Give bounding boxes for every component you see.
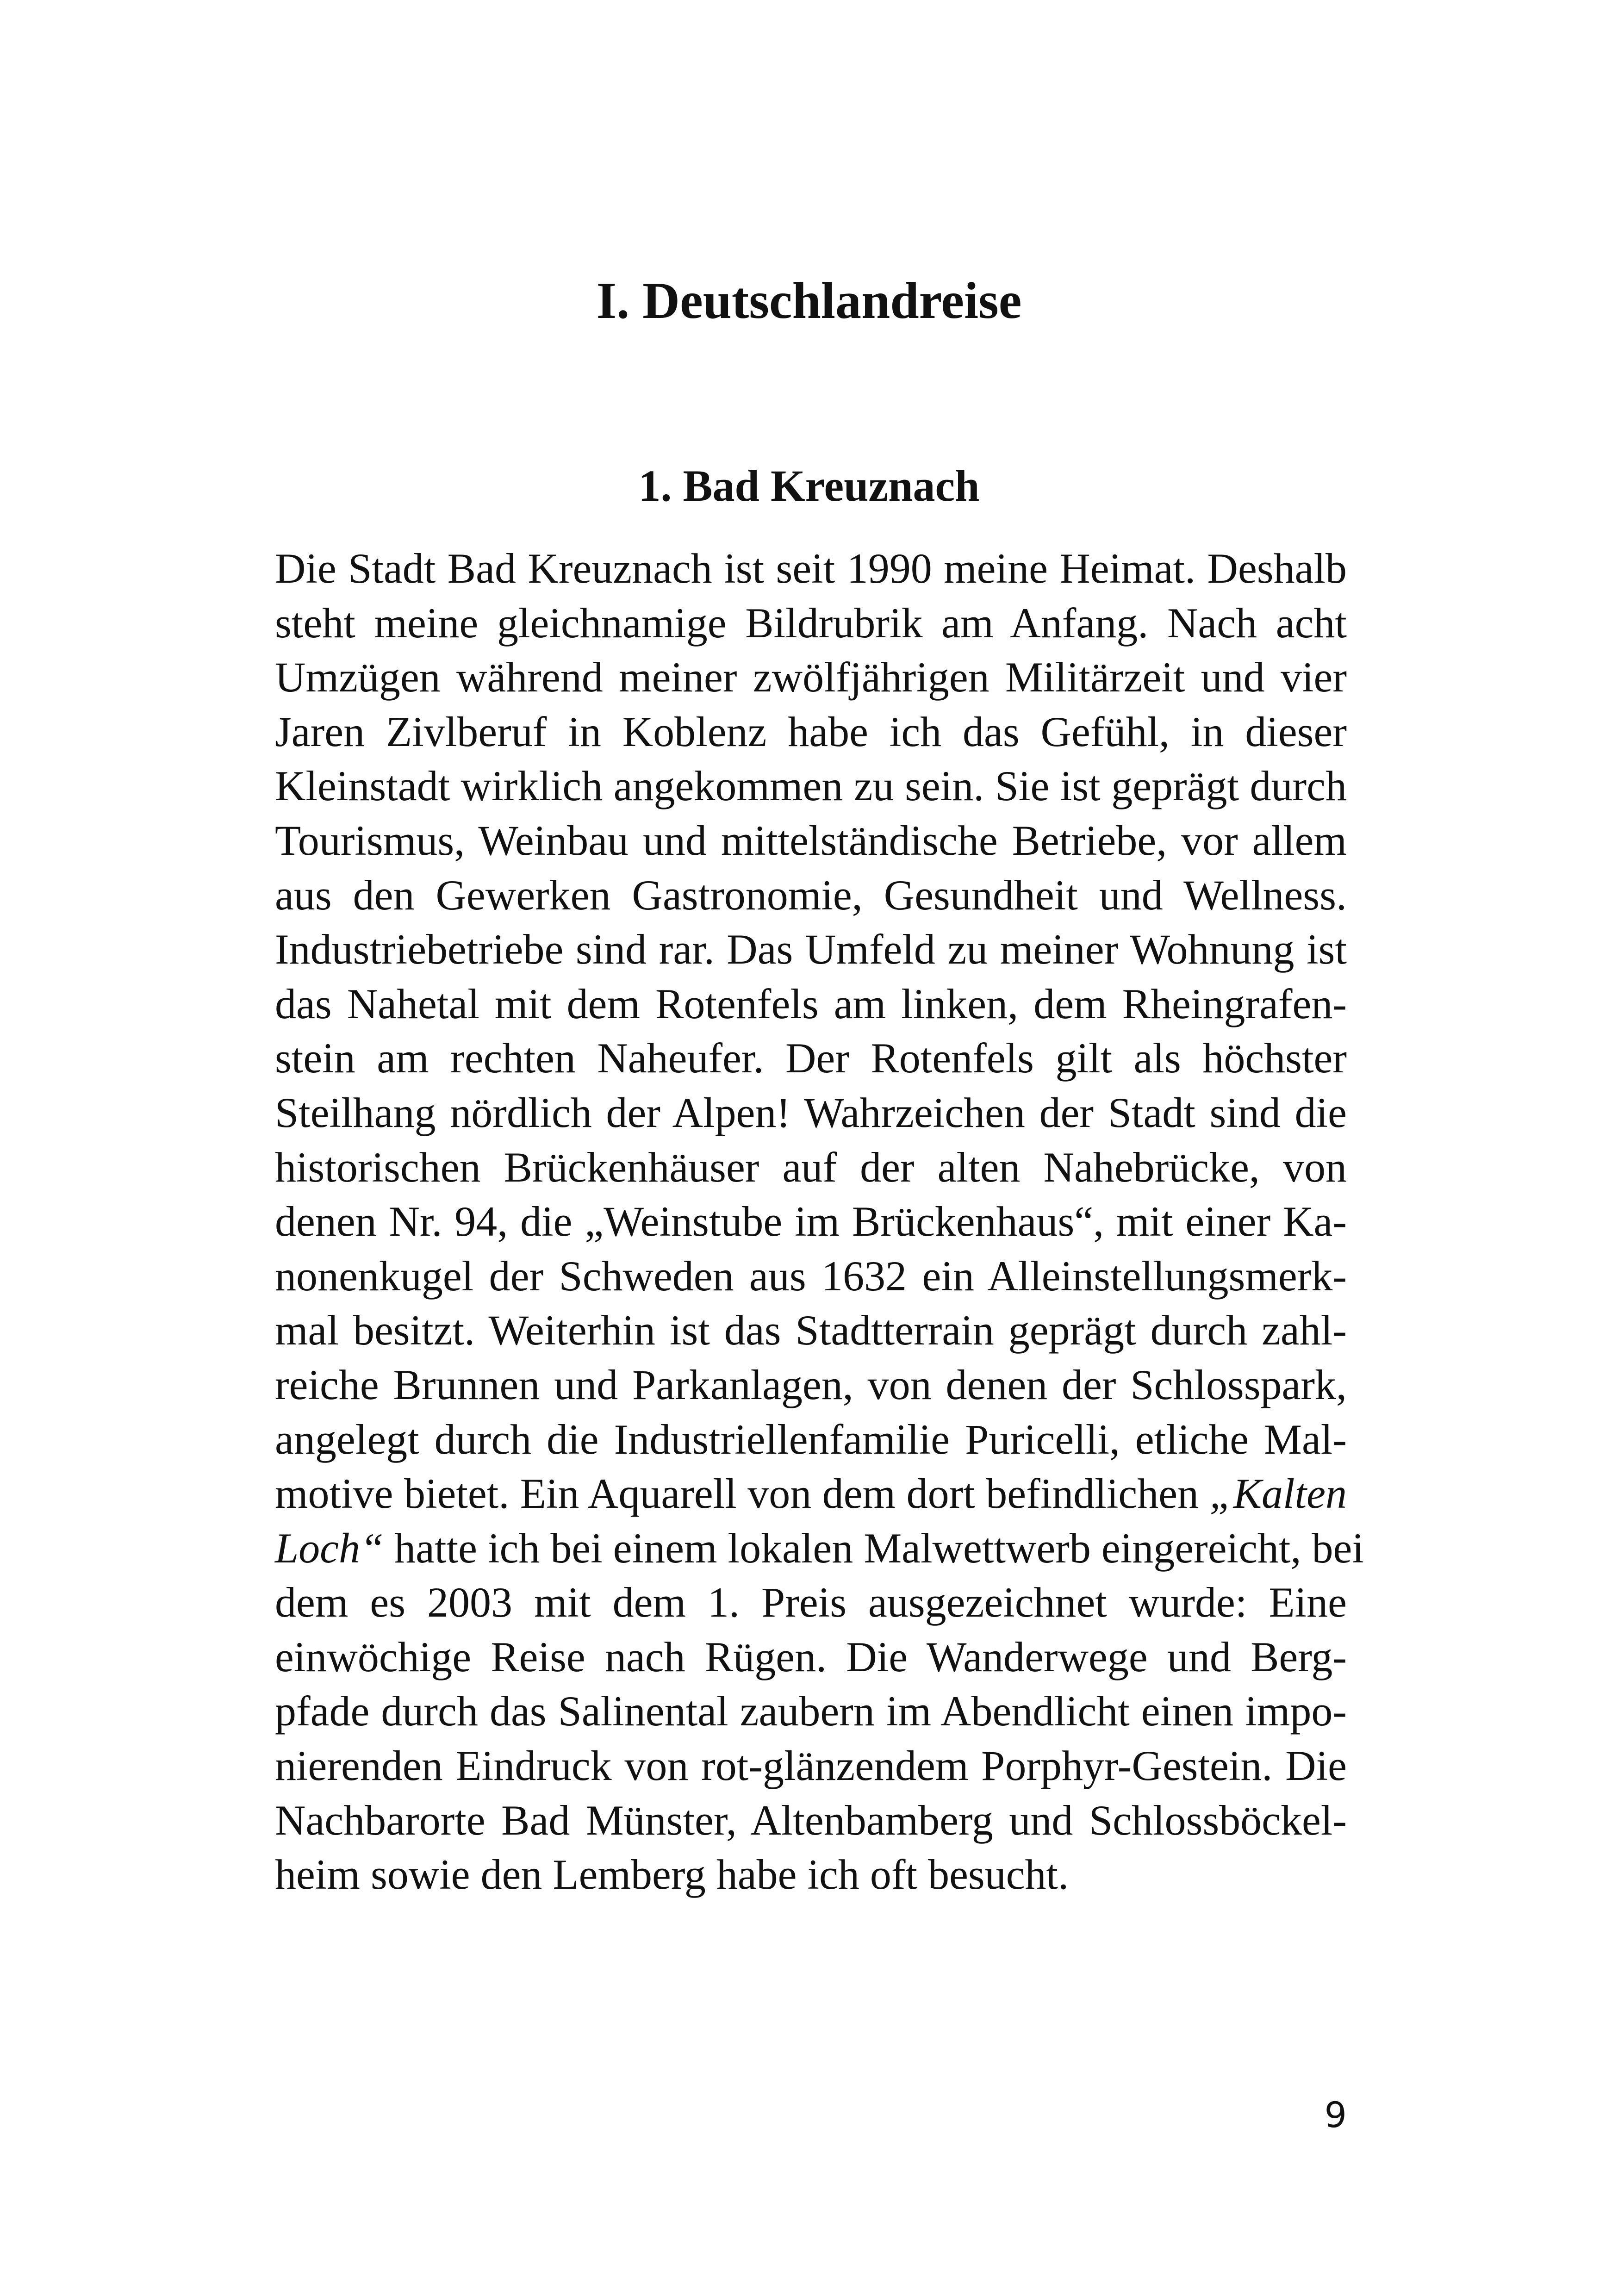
body-paragraph [275, 541, 1364, 1902]
body-line: Umzügen während meiner zwölfjährigen Militärzeit und vier [275, 653, 1347, 701]
body-line: Jaren Zivlberuf in Koblenz habe ich das Gefühl, in dieser [275, 708, 1347, 755]
body-line-with-italic [275, 1467, 1347, 1521]
body-line-text: motive bietet. Ein Aquarell von dem dort befindlichen [275, 1470, 1210, 1518]
body-line: heim sowie den Lemberg habe ich oft besucht. [275, 1851, 1069, 1898]
body-line: angelegt durch die Industriellenfamilie Puricelli, etliche Mal- [275, 1415, 1347, 1463]
body-line: nierenden Eindruck von rot-glänzendem Porphyr-Gestein. Die [275, 1742, 1347, 1790]
body-line: stein am rechten Naheufer. Der Rotenfels gilt als höchster [275, 1034, 1347, 1082]
body-line: Die Stadt Bad Kreuznach ist seit 1990 meine Heimat. Deshalb [275, 545, 1347, 592]
chapter-title: I. Deutschlandreise [596, 272, 1022, 330]
body-line: Industriebetriebe sind rar. Das Umfeld zu meiner Wohnung ist [275, 926, 1347, 973]
body-line: aus den Gewerken Gastronomie, Gesundheit und Wellness. [275, 871, 1347, 919]
body-line: das Nahetal mit dem Rotenfels am linken, dem Rheingrafen- [275, 980, 1347, 1027]
body-line: pfade durch das Salinental zaubern im Abendlicht einen impo- [275, 1687, 1347, 1735]
body-line: steht meine gleichnamige Bildrubrik am Anfang. Nach acht [275, 599, 1347, 647]
body-line: denen Nr. 94, die „Weinstube im Brückenhaus“, mit einer Ka- [275, 1198, 1347, 1245]
body-line: Nachbarorte Bad Münster, Altenbamberg und Schlossböckel- [275, 1796, 1347, 1844]
body-line: historischen Brückenhäuser auf der alten Nahebrücke, von [275, 1143, 1347, 1191]
body-line: mal besitzt. Weiterhin ist das Stadtterrain geprägt durch zahl- [275, 1307, 1347, 1354]
body-line-text: hatte ich bei einem lokalen Malwettwerb eingereicht, bei [384, 1524, 1364, 1572]
body-line: Tourismus, Weinbau und mittelständische Betriebe, vor allem [275, 816, 1347, 864]
body-line: nonenkugel der Schweden aus 1632 ein Alleinstellungsmerk- [275, 1252, 1347, 1300]
section-title: 1. Bad Kreuznach [638, 461, 980, 510]
body-line: Steilhang nördlich der Alpen! Wahrzeichen der Stadt sind die [275, 1089, 1347, 1136]
body-line-with-italic [275, 1521, 1364, 1576]
italic-place-name: Loch“ [275, 1524, 384, 1572]
body-line: einwöchige Reise nach Rügen. Die Wanderwege und Berg- [275, 1633, 1347, 1680]
page-number: 9 [1324, 2094, 1347, 2135]
body-line: dem es 2003 mit dem 1. Preis ausgezeichnet wurde: Eine [275, 1579, 1347, 1626]
italic-place-name: „Kalten [1209, 1470, 1347, 1518]
body-line: reiche Brunnen und Parkanlagen, von denen der Schlosspark, [275, 1361, 1347, 1408]
body-line: Kleinstadt wirklich angekommen zu sein. Sie ist geprägt durch [275, 762, 1347, 810]
